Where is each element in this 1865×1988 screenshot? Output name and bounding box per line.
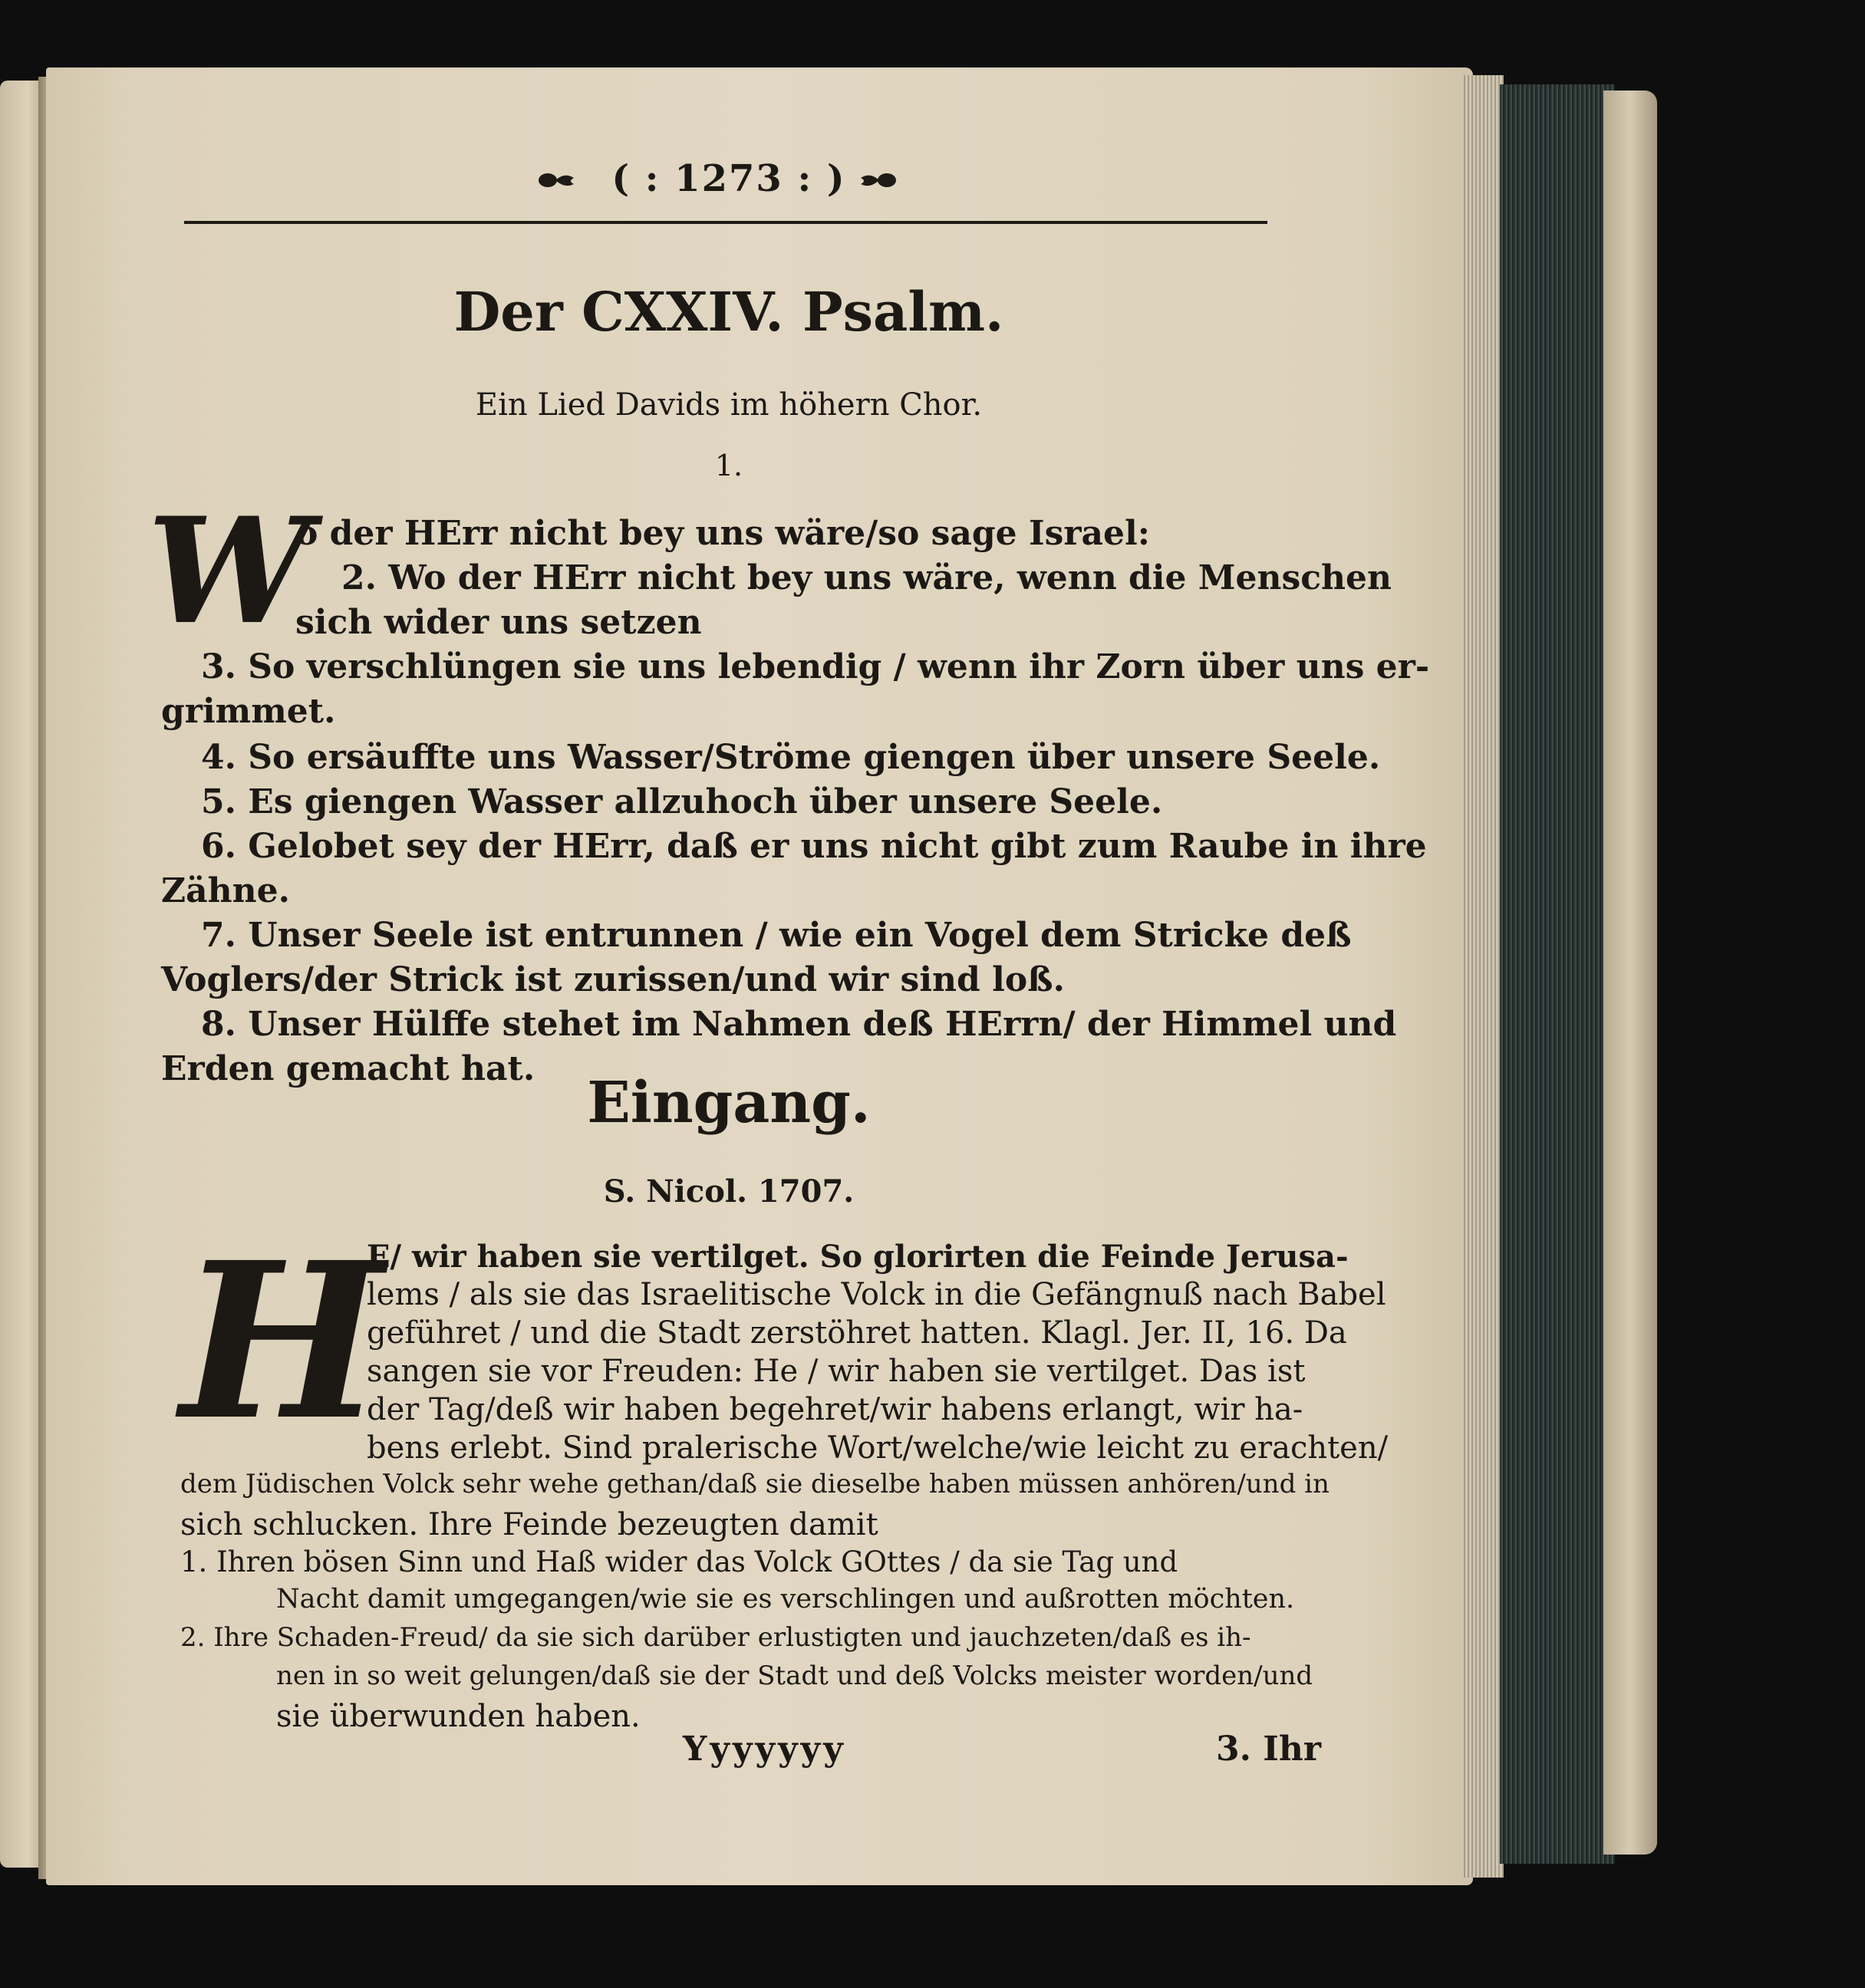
body-line: dem Jüdischen Volck sehr wehe gethan/daß sie dieselbe haben müssen anhören/und in: [180, 1469, 1330, 1499]
body-line: geführet / und die Stadt zerstöhret hatten. Klagl. Jer. II, 16. Da: [367, 1315, 1347, 1351]
psalm-title: Der CXXIV. Psalm.: [453, 280, 1004, 344]
sermon-date: S. Nicol. 1707.: [603, 1173, 855, 1210]
body-line: nen in so weit gelungen/daß sie der Stadt und deß Volcks meister worden/und: [276, 1661, 1313, 1691]
body-line: 2. Ihre Schaden-Freud/ da sie sich darüber erlustigten und jauchzeten/daß es ih-: [180, 1622, 1251, 1653]
body-line: der Tag/deß wir haben begehret/wir habens erlangt, wir ha-: [367, 1392, 1303, 1427]
page-block-edge: [1500, 84, 1615, 1864]
body-line: lems / als sie das Israelitische Volck in die Gefängnuß nach Babel: [367, 1277, 1386, 1312]
signature-mark: Yyyyyyy: [683, 1730, 846, 1769]
section-title: Eingang.: [587, 1070, 871, 1136]
psalm-line: 3. So verschlüngen sie uns lebendig / wenn ihr Zorn über uns er-: [201, 647, 1430, 686]
psalm-line: Erden gemacht hat.: [161, 1049, 535, 1088]
psalm-line: Zähne.: [161, 871, 290, 910]
psalm-line: 6. Gelobet sey der HErr, daß er uns nicht gibt zum Raube in ihre: [201, 827, 1427, 866]
body-drop-cap: H: [180, 1216, 384, 1468]
page-number-header: ( : 1273 : ): [611, 157, 846, 200]
psalm-line: Voglers/der Strick ist zurissen/und wir sind loß.: [161, 960, 1065, 999]
header-rule: [184, 221, 1267, 224]
body-line: 1. Ihren bösen Sinn und Haß wider das Volck GOttes / da sie Tag und: [180, 1545, 1178, 1578]
section-number: 1.: [714, 449, 743, 482]
psalm-line: 5. Es giengen Wasser allzuhoch über unsere Seele.: [201, 782, 1163, 821]
ornament-right-icon: [859, 170, 898, 190]
psalm-line: 2. Wo der HErr nicht bey uns wäre, wenn die Menschen: [341, 558, 1392, 597]
psalm-line: 7. Unser Seele ist entrunnen / wie ein Vogel dem Stricke deß: [201, 916, 1352, 955]
psalm-line: grimmet.: [161, 692, 336, 731]
body-line: sich schlucken. Ihre Feinde bezeugten damit: [180, 1507, 878, 1542]
body-line: sie überwunden haben.: [276, 1699, 641, 1734]
body-line: sangen sie vor Freuden: He / wir haben sie vertilget. Das ist: [367, 1354, 1306, 1389]
psalm-subtitle: Ein Lied Davids im höhern Chor.: [475, 387, 983, 423]
psalm-line: o der HErr nicht bey uns wäre/so sage Israel:: [295, 514, 1150, 553]
psalm-line: 8. Unser Hülffe stehet im Nahmen deß HErrn/ der Himmel und: [201, 1005, 1397, 1044]
body-line: E/ wir haben sie vertilget. So glorirten die Feinde Jerusa-: [367, 1239, 1349, 1275]
book-cover: [1603, 91, 1657, 1855]
psalm-drop-cap: W: [147, 485, 311, 657]
catchword: 3. Ihr: [1216, 1730, 1322, 1769]
body-line: bens erlebt. Sind pralerische Wort/welche/wie leicht zu erachten/: [367, 1430, 1389, 1466]
page-edges: [1461, 75, 1504, 1878]
body-line: Nacht damit umgegangen/wie sie es verschlingen und außrotten möchten.: [276, 1584, 1295, 1614]
psalm-line: sich wider uns setzen: [295, 603, 702, 642]
psalm-line: 4. So ersäuffte uns Wasser/Ströme giengen über unsere Seele.: [201, 738, 1381, 777]
